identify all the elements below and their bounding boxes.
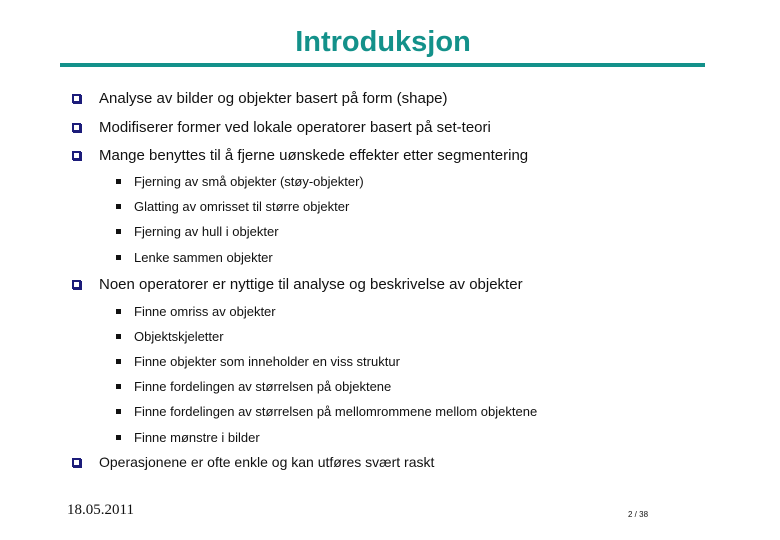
bullet: Operasjonene er ofte enkle og kan utføres svært raskt (72, 454, 434, 470)
footer-date: 18.05.2011 (67, 502, 134, 518)
small-square-icon (116, 204, 121, 209)
small-square-icon (116, 229, 121, 234)
slide-title: Introduksjon (295, 26, 471, 58)
sub-bullet: Finne fordelingen av størrelsen på objektene (116, 379, 391, 394)
bullet: Modifiserer former ved lokale operatorer basert på set-teori (72, 119, 491, 136)
sub-bullet: Glatting av omrisset til større objekter (116, 199, 349, 214)
small-square-icon (116, 309, 121, 314)
small-square-icon (116, 435, 121, 440)
small-square-icon (116, 255, 121, 260)
square-bullet-icon (72, 123, 81, 132)
bullet: Mange benyttes til å fjerne uønskede effekter etter segmentering (72, 147, 528, 164)
sub-bullet: Fjerning av hull i objekter (116, 224, 279, 239)
square-bullet-icon (72, 458, 81, 467)
small-square-icon (116, 409, 121, 414)
sub-bullet: Finne mønstre i bilder (116, 430, 260, 445)
sub-bullet: Finne objekter som inneholder en viss struktur (116, 354, 400, 369)
small-square-icon (116, 179, 121, 184)
small-square-icon (116, 359, 121, 364)
small-square-icon (116, 384, 121, 389)
sub-bullet: Finne fordelingen av størrelsen på mellomrommene mellom objektene (116, 404, 537, 419)
sub-bullet: Lenke sammen objekter (116, 250, 273, 265)
bullet: Analyse av bilder og objekter basert på form (shape) (72, 90, 448, 107)
sub-bullet: Finne omriss av objekter (116, 304, 276, 319)
bullet: Noen operatorer er nyttige til analyse og beskrivelse av objekter (72, 276, 523, 293)
square-bullet-icon (72, 94, 81, 103)
sub-bullet: Fjerning av små objekter (støy-objekter) (116, 174, 364, 189)
small-square-icon (116, 334, 121, 339)
title-divider (60, 63, 705, 67)
page-number: 2 / 38 (628, 510, 649, 519)
square-bullet-icon (72, 151, 81, 160)
square-bullet-icon (72, 280, 81, 289)
sub-bullet: Objektskjeletter (116, 329, 224, 344)
